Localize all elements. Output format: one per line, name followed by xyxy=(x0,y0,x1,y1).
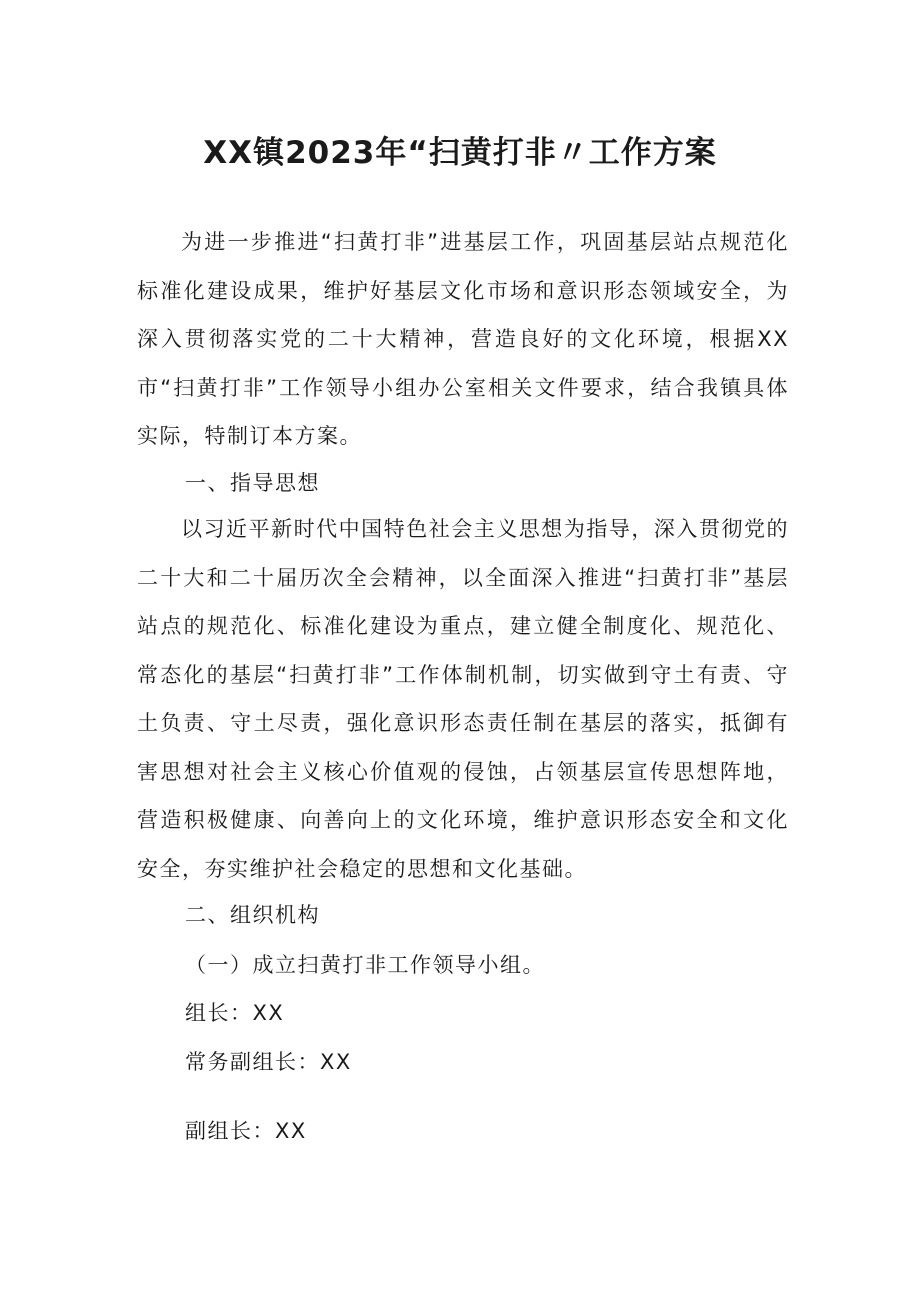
executive-deputy-leader-line: 常务副组长：XX xyxy=(185,1050,352,1074)
section-heading-guiding-ideology: 一、指导思想 xyxy=(185,471,320,495)
document-title: XX镇2023年“扫黄打非〃工作方案 xyxy=(203,135,717,171)
group-leader-line: 组长：XX xyxy=(185,1001,285,1025)
intro-paragraph: 为进一步推进“扫黄打非”进基层工作，巩固基层站点规范化标准化建设成果，维护好基层文化市场和意识形态领域安全，为深入贯彻落实党的二十大精神，营造良好的文化环境，根据XX市“扫黄打非”工作领导小组办公室相关文件要求，结合我镇具体实际，特制订本方案。 xyxy=(137,230,789,448)
section-heading-organization: 二、组织机构 xyxy=(185,903,320,927)
deputy-leader-line: 副组长：XX xyxy=(185,1119,307,1143)
subsection-leading-group: （一）成立扫黄打非工作领导小组。 xyxy=(185,953,545,977)
guiding-ideology-paragraph: 以习近平新时代中国特色社会主义思想为指导，深入贯彻党的二十大和二十届历次全会精神，以全面深入推进“扫黄打非”基层站点的规范化、标准化建设为重点，建立健全制度化、规范化、常态化的基层“扫黄打非”工作体制机制，切实做到守土有责、守土负责、守土尽责，强化意识形态责任制在基层的落实，抵御有害思想对社会主义核心价值观的侵蚀，占领基层宣传思想阵地，营造积极健康、向善向上的文化环境，维护意识形态安全和文化安全，夯实维护社会稳定的思想和文化基础。 xyxy=(137,517,789,881)
